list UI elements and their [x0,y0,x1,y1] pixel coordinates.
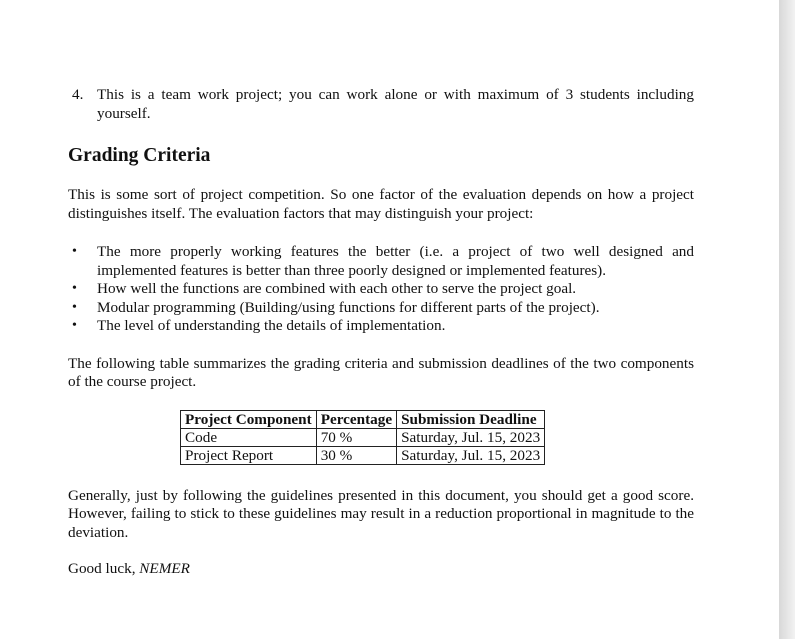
closing-paragraph: Generally, just by following the guidelines presented in this document, you should get a good score. However, failing to stick to these guidelines may result in a reduction proportional in magnitude to the deviation. [68,486,694,541]
table-intro-paragraph: The following table summarizes the grading criteria and submission deadlines of the two components of the course project. [68,354,694,390]
item-text: This is a team work project; you can work alone or with maximum of 3 students including yourself. [97,86,694,122]
list-item [68,317,694,336]
intro-paragraph: This is some sort of project competition. So one factor of the evaluation depends on how a project distinguishes itself. The evaluation factors that may distinguish your project: [68,186,694,222]
table-row [181,428,545,446]
list-item-text: The more properly working features the better (i.e. a project of two well designed and implemented features is better than three poorly designed or implemented features). [97,243,694,279]
header-project-component: Project Component [181,410,317,428]
signoff-prefix: Good luck, [68,560,140,577]
section-heading: Grading Criteria [68,145,211,166]
cell-percentage: 70 % [316,428,396,446]
evaluation-factors-list [68,243,694,336]
table-header-row [181,410,545,428]
list-item-text: Modular programming (Building/using functions for different parts of the project). [97,298,600,316]
table-row [181,446,545,464]
list-item-text: The level of understanding the details of implementation. [97,317,446,334]
page-edge-shadow [779,0,795,639]
header-submission-deadline: Submission Deadline [397,410,545,428]
document-content [68,86,694,579]
cell-component: Project Report [181,446,317,464]
header-percentage: Percentage [316,410,396,428]
bullet-icon: • [72,299,77,315]
bullet-icon: • [72,318,77,333]
cell-deadline: Saturday, Jul. 15, 2023 [397,428,545,446]
cell-deadline: Saturday, Jul. 15, 2023 [397,446,545,464]
list-item [68,280,694,299]
signoff [68,560,694,579]
bullet-icon: • [72,281,77,296]
bullet-icon: • [72,244,77,259]
grading-table [180,410,545,465]
author-name: NEMER [139,560,190,577]
list-item-text: How well the functions are combined with each other to serve the project goal. [97,280,577,297]
list-item [68,299,694,318]
item-number: 4. [72,86,84,103]
list-item [68,243,694,280]
cell-percentage: 30 % [316,446,396,464]
numbered-item-4 [68,86,694,123]
cell-component: Code [181,428,317,446]
